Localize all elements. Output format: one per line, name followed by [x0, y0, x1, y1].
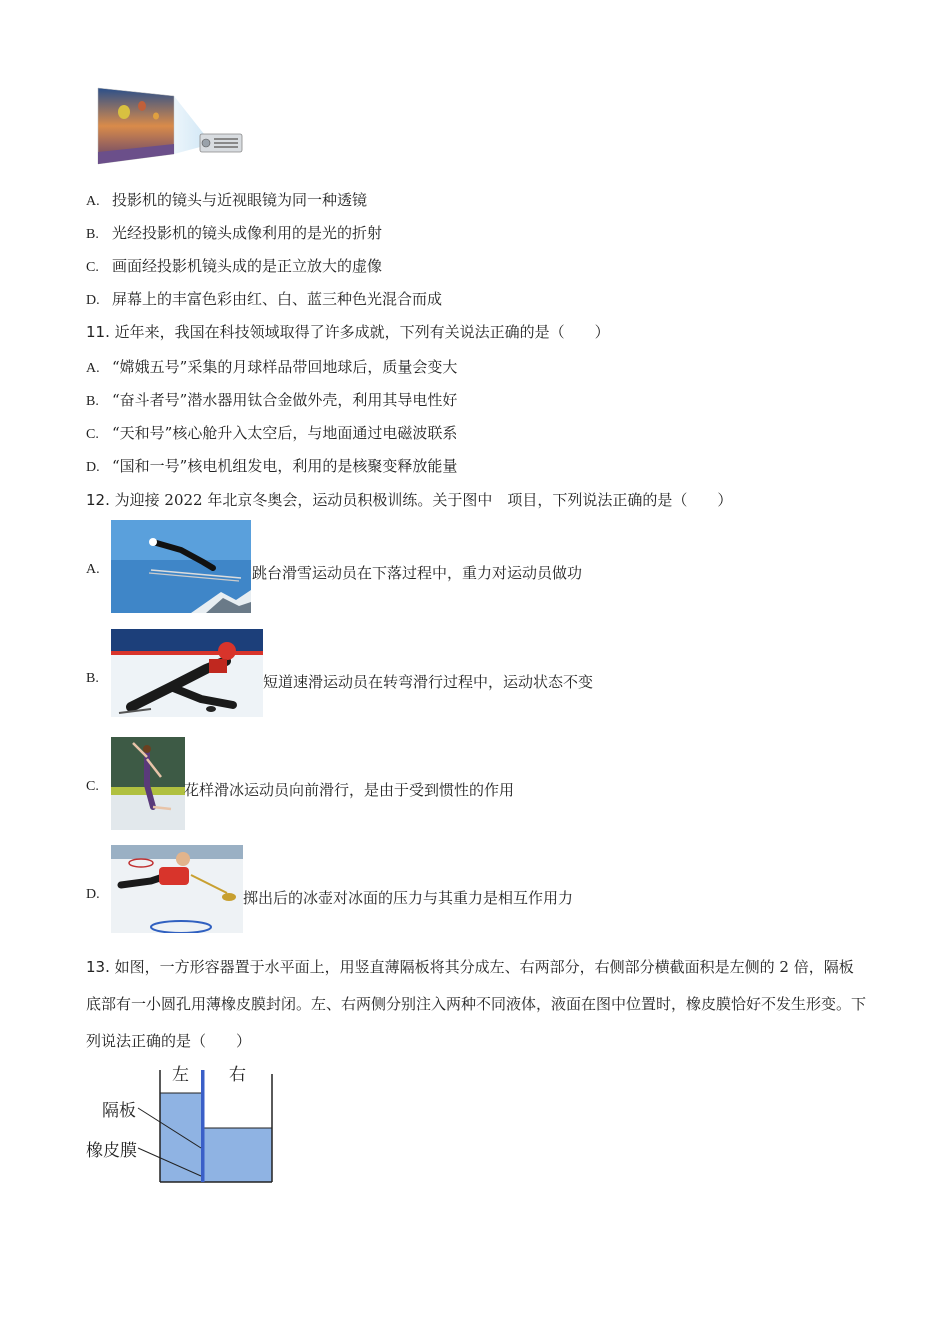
label-right: 右 — [229, 1065, 246, 1085]
option-letter: B. — [86, 227, 99, 242]
q12-option-b — [86, 629, 786, 719]
q10-option-a — [86, 190, 367, 212]
q11-option-a — [86, 357, 457, 379]
option-text: 跳台滑雪运动员在下落过程中，重力对运动员做功 — [252, 564, 583, 582]
option-letter: D. — [86, 460, 100, 475]
projector-figure — [96, 82, 246, 168]
option-letter: B. — [86, 394, 99, 409]
option-text: 花样滑冰运动员向前滑行，是由于受到惯性的作用 — [184, 781, 515, 799]
label-partition: 隔板 — [102, 1101, 136, 1121]
option-letter: D. — [86, 293, 100, 308]
speed-skating-photo — [111, 629, 263, 717]
question-number: 12 — [86, 491, 106, 509]
ski-jump-photo — [111, 520, 251, 613]
option-letter: C. — [86, 779, 99, 794]
option-letter: B. — [86, 671, 99, 686]
option-text: “国和一号”核电机组发电，利用的是核聚变释放能量 — [112, 457, 458, 475]
option-text: 短道速滑运动员在转弯滑行过程中，运动状态不变 — [263, 673, 594, 691]
option-text: 画面经投影机镜头成的是正立放大的虚像 — [112, 257, 383, 275]
option-letter: C. — [86, 427, 99, 442]
option-text: 掷出后的冰壶对冰面的压力与其重力是相互作用力 — [243, 889, 574, 907]
q12-option-a — [86, 520, 786, 615]
curling-photo — [111, 845, 243, 933]
question-text: . 近年来，我国在科技领域取得了许多成就，下列有关说法正确的是（ ） — [105, 323, 610, 341]
option-text: 投影机的镜头与近视眼镜为同一种透镜 — [112, 191, 368, 209]
q10-option-c — [86, 256, 382, 278]
q11-option-b — [86, 390, 457, 412]
option-text: “天和号”核心舱升入太空后，与地面通过电磁波联系 — [112, 424, 458, 442]
container-figure — [84, 1060, 284, 1190]
question-number: 13 — [86, 958, 106, 976]
q11-option-c — [86, 423, 457, 445]
q12-option-d — [86, 845, 786, 935]
option-text: “嫦娥五号”采集的月球样品带回地球后，质量会变大 — [112, 358, 458, 376]
q10-option-d — [86, 289, 442, 311]
option-letter: A. — [86, 361, 100, 376]
figure-skating-photo — [111, 737, 185, 830]
option-text: 屏幕上的丰富色彩由红、白、蓝三种色光混合而成 — [112, 290, 443, 308]
question-number: 11 — [86, 323, 106, 341]
q10-option-b — [86, 223, 382, 245]
label-left: 左 — [172, 1065, 189, 1085]
q12-option-c — [86, 737, 786, 832]
question-13-stem — [86, 949, 866, 1060]
q11-option-d — [86, 456, 457, 478]
option-letter: A. — [86, 194, 100, 209]
question-12-stem — [86, 490, 732, 510]
option-text: “奋斗者号”潜水器用钛合金做外壳，利用其导电性好 — [112, 391, 458, 409]
question-text: . 如图，一方形容器置于水平面上，用竖直薄隔板将其分成左、右两部分，右侧部分横截面积是左侧的 2 倍，隔板底部有一小圆孔用薄橡皮膜封闭。左、右两侧分别注入两种不同液体，液面在图中位置时，橡皮膜恰好不发生形变。下列说法正确的是（ ） — [86, 958, 867, 1050]
label-membrane: 橡皮膜 — [86, 1141, 137, 1161]
question-text: . 为迎接 2022 年北京冬奥会，运动员积极训练。关于图中 项目，下列说法正确的是（ ） — [105, 491, 733, 509]
option-letter: C. — [86, 260, 99, 275]
question-11-stem — [86, 322, 610, 342]
option-letter: D. — [86, 887, 100, 902]
option-letter: A. — [86, 562, 100, 577]
option-text: 光经投影机的镜头成像利用的是光的折射 — [112, 224, 383, 242]
